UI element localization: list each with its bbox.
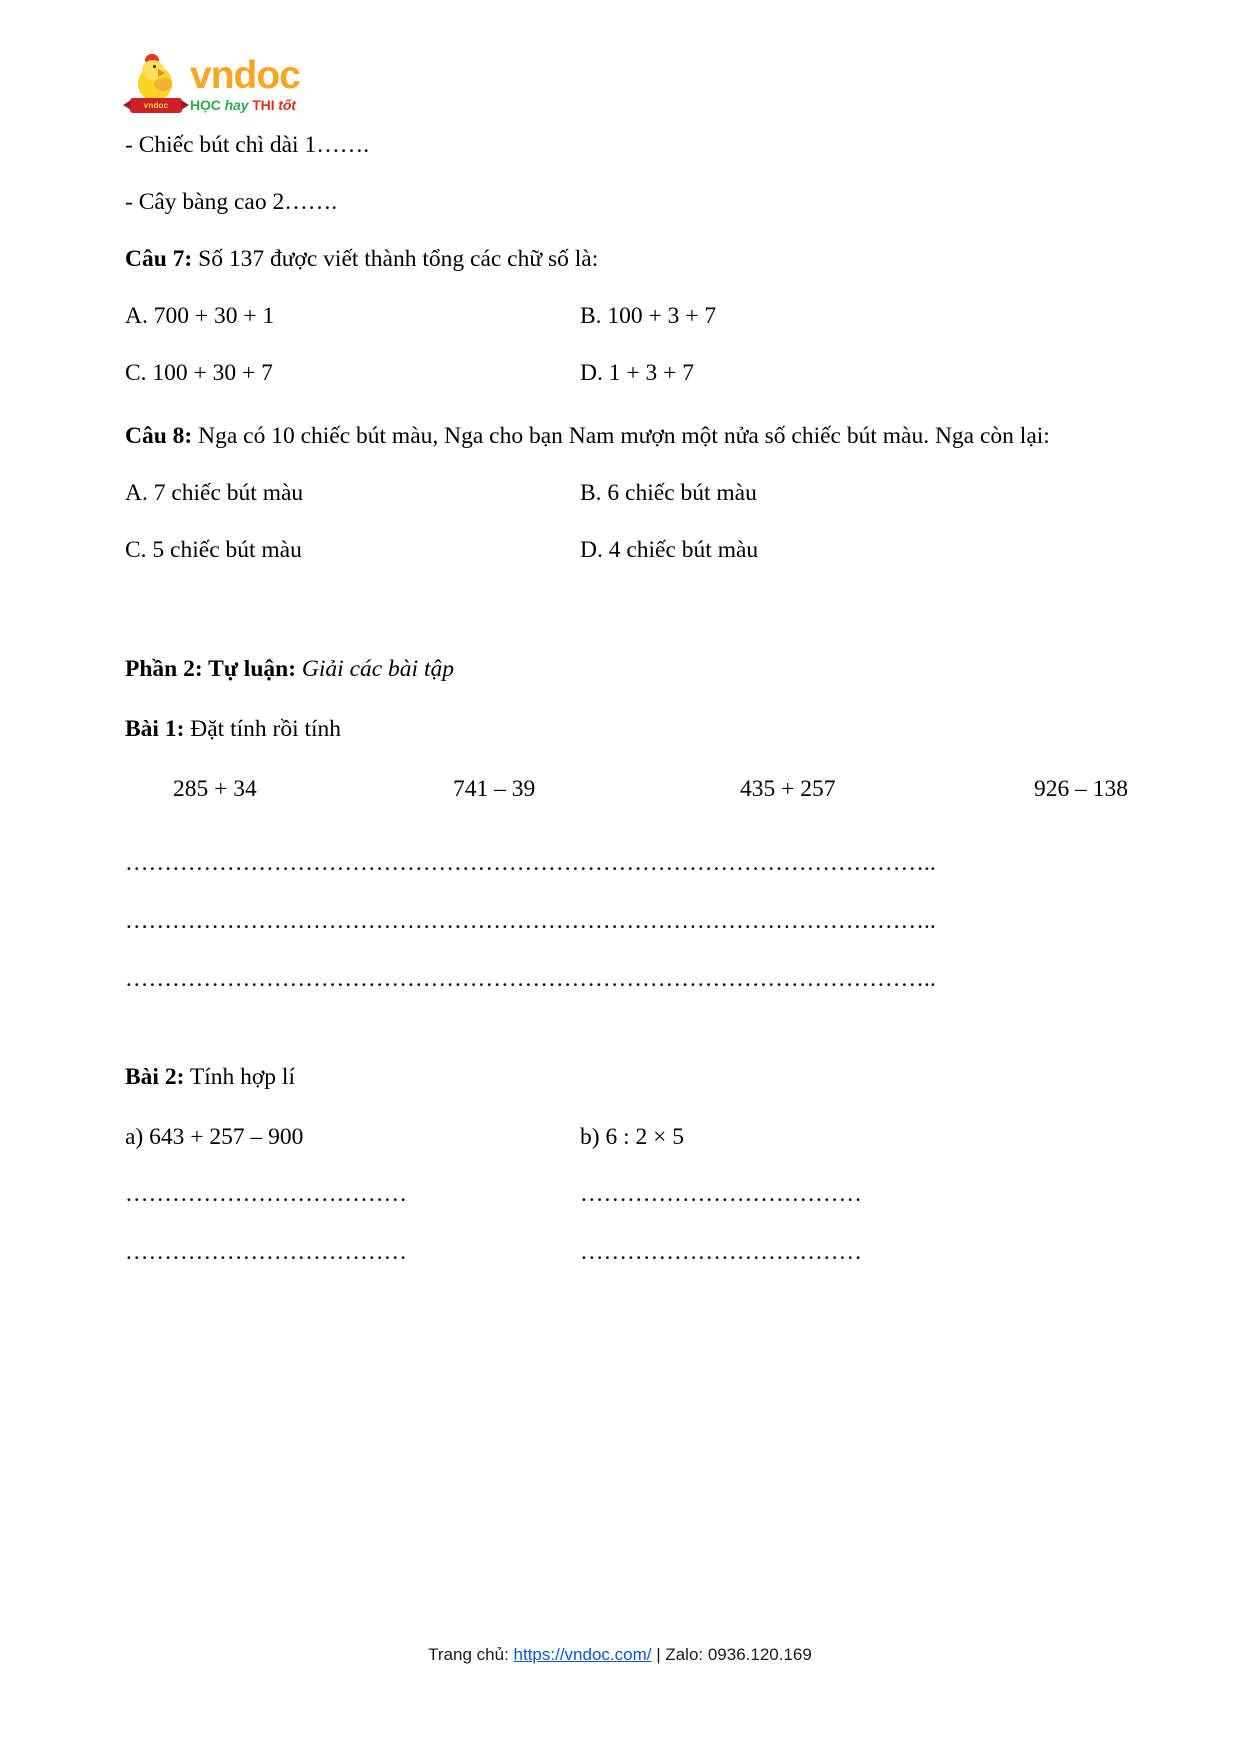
footer-home-link[interactable]: https://vndoc.com/ [513, 1645, 652, 1664]
question-7-options-row-2 [125, 358, 1115, 388]
question-7-option-b[interactable]: B. 100 + 3 + 7 [580, 303, 717, 329]
question-8-options-row-1 [125, 478, 1115, 508]
bai-1-label: Bài 1: [125, 716, 185, 742]
bai-2-items-row [125, 1122, 1115, 1152]
bai-2-answer-a-line-2[interactable]: ……………………………… [125, 1239, 407, 1265]
bai-1-expression-4: 926 – 138 [1034, 776, 1128, 802]
bai-1-prompt: Đặt tính rồi tính [184, 716, 342, 742]
chick-mascot-icon [128, 54, 184, 114]
bai-2-heading [125, 1062, 1115, 1092]
chick-eye-shape [153, 65, 156, 68]
bai-1-expression-1: 285 + 34 [173, 776, 257, 802]
question-8-option-d[interactable]: D. 4 chiếc bút màu [580, 537, 759, 563]
logo-wordmark: vndoc [190, 54, 300, 97]
bai-1-expression-3: 435 + 257 [740, 776, 836, 802]
tagline-hoc: HỌC [190, 97, 221, 113]
page-footer [0, 1645, 1240, 1665]
chick-ribbon-shape [130, 98, 182, 113]
question-7-heading [125, 244, 1115, 274]
tagline-tot: tốt [278, 97, 296, 113]
question-7-label: Câu 7: [125, 246, 193, 272]
bai-2-item-b: b) 6 : 2 × 5 [580, 1124, 684, 1150]
question-8-option-c[interactable]: C. 5 chiếc bút màu [125, 537, 302, 563]
tagline-thi: THI [252, 97, 275, 113]
bai-2-item-a: a) 643 + 257 – 900 [125, 1124, 304, 1150]
bai-1-expression-2: 741 – 39 [453, 776, 536, 802]
bai-1-expressions-row [125, 774, 1128, 804]
vndoc-logo [128, 52, 300, 114]
question-8-option-a[interactable]: A. 7 chiếc bút màu [125, 480, 304, 506]
question-8-label: Câu 8: [125, 423, 193, 449]
bai-2-label: Bài 2: [125, 1064, 185, 1090]
ribbon-label: vndoc [143, 101, 169, 110]
bai-2-answer-a-line-1[interactable]: ……………………………… [125, 1181, 407, 1207]
part-2-heading [125, 654, 1115, 684]
bai-1-answer-line-2[interactable]: ………………………………………………………………………………………….. [125, 908, 936, 934]
part-2-label: Phần 2: Tự luận: [125, 656, 297, 682]
chick-beak-shape [158, 69, 165, 77]
part-2-subtitle: Giải các bài tập [296, 656, 454, 682]
question-7-option-c[interactable]: C. 100 + 30 + 7 [125, 360, 273, 386]
bai-2-answer-row-2 [125, 1237, 1115, 1267]
bai-2-answer-b-line-2[interactable]: ……………………………… [580, 1239, 862, 1265]
bai-2-spacer [125, 1022, 1115, 1062]
bai-2-prompt: Tính hợp lí [184, 1064, 295, 1090]
question-7-option-d[interactable]: D. 1 + 3 + 7 [580, 360, 694, 386]
bai-1-answer-line-3[interactable]: ………………………………………………………………………………………….. [125, 966, 936, 992]
logo-text-block [190, 56, 300, 114]
bai-1-answer-line-1[interactable]: ………………………………………………………………………………………….. [125, 850, 936, 876]
tagline-hay: hay [224, 97, 249, 113]
fill-line-1: - Chiếc bút chì dài 1……. [125, 132, 370, 158]
document-body [125, 130, 1128, 1295]
section-spacer [125, 592, 1115, 654]
question-8-prompt: Nga có 10 chiếc bút màu, Nga cho bạn Nam mượn một nửa số chiếc bút màu. Nga còn lại: [192, 423, 1050, 449]
fill-line-2: - Cây bàng cao 2……. [125, 189, 338, 215]
question-7-option-a[interactable]: A. 700 + 30 + 1 [125, 303, 275, 329]
logo-tagline [190, 96, 300, 114]
bai-2-answer-b-line-1[interactable]: ……………………………… [580, 1181, 862, 1207]
chick-wing-shape [154, 78, 172, 91]
bai-1-heading [125, 714, 1115, 744]
question-8-options-row-2 [125, 535, 1115, 565]
footer-prefix: Trang chủ: [428, 1645, 514, 1664]
footer-suffix: | Zalo: 0936.120.169 [651, 1645, 812, 1664]
question-7-options-row-1 [125, 301, 1115, 331]
question-8-option-b[interactable]: B. 6 chiếc bút màu [580, 480, 757, 506]
question-8-heading [125, 415, 1115, 458]
question-7-prompt: Số 137 được viết thành tổng các chữ số là: [192, 246, 599, 272]
bai-2-answer-row-1 [125, 1179, 1115, 1209]
